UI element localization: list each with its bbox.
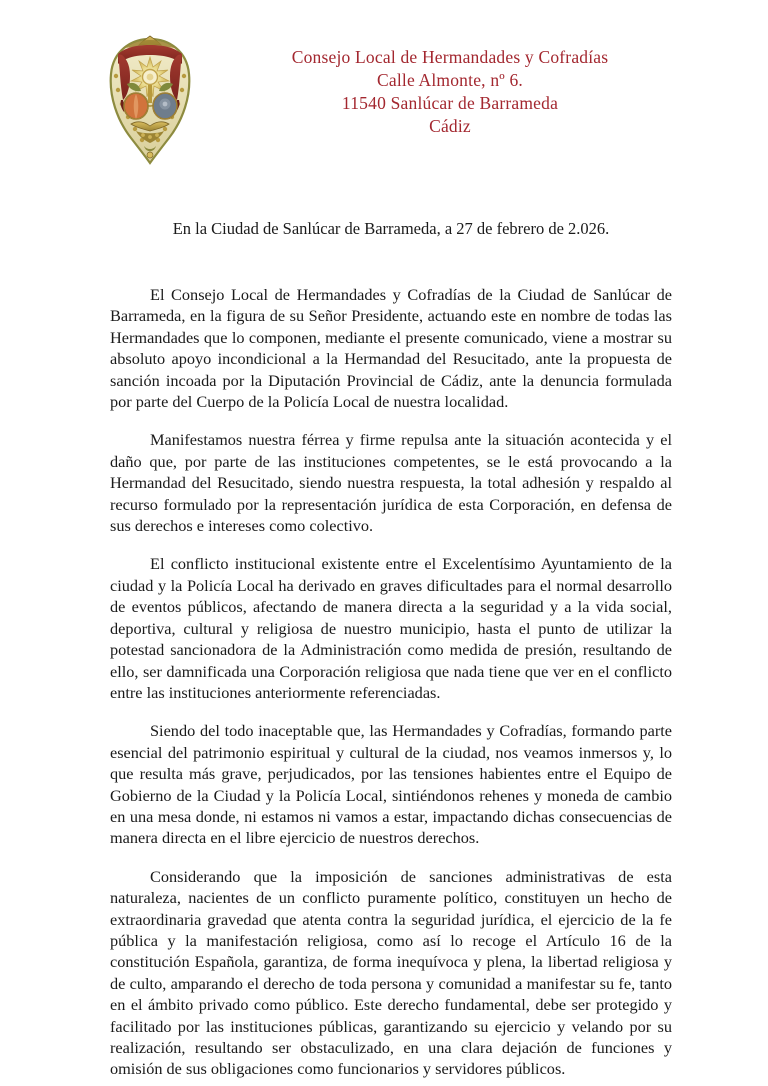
letterhead-postal-city: 11540 Sanlúcar de Barrameda <box>341 93 559 113</box>
letterhead-province: Cádiz <box>429 116 471 136</box>
body-paragraph: Manifestamos nuestra férrea y firme repulsa ante la situación acontecida y el daño que, por parte de las instituciones competentes, se le está provocando a la Hermandad del Resucitado, siendo nuestra respuesta, la total adhesión y respaldo al recurso formulado por la representación jurídica de esta Corporación, en defensa de sus derechos e intereses como colectivo. <box>110 430 672 536</box>
body-paragraph: Considerando que la imposición de sanciones administrativas de esta naturaleza, nacientes de un conflicto puramente político, constituyen un hecho de extraordinaria gravedad que atenta contra la seguridad jurídica, el ejercicio de la fe pública y la manifestación religiosa, como así lo recoge el Artículo 16 de la constitución Española, garantiza, de forma inequívoca y plena, la libertad religiosa y de culto, amparando el derecho de toda persona y comunidad a manifestar su fe, tanto en el ámbito privado como público. Este derecho fundamental, debe ser protegido y facilitado por las instituciones públicas, garantizando su ejercicio y velando por su realización, resultando ser obstaculizado, en una clara dejación de funciones y omisión de sus obligaciones como funcionarios y servidores públicos. <box>110 866 672 1079</box>
letterhead-street-address: Calle Almonte, nº 6. <box>376 70 523 90</box>
letterhead-organization-name: Consejo Local de Hermandades y Cofradías <box>291 47 609 67</box>
body-paragraph: El conflicto institucional existente entre el Excelentísimo Ayuntamiento de la ciudad y la Policía Local ha derivado en graves dificultades para el normal desarrollo de eventos públicos, afectando de manera directa a la seguridad y a la vida social, deportiva, cultural y religiosa de nuestro municipio, hasta el punto de utilizar la potestad sancionadora de la Administración como medida de presión, resultando de ello, ser damnificada una Corporación religiosa que nada tiene que ver en el conflicto entre las instituciones anteriormente referenciadas. <box>110 554 672 702</box>
letterhead <box>0 32 768 172</box>
hermandad-coat-of-arms-emblem <box>103 34 197 167</box>
body-paragraph: Siendo del todo inaceptable que, las Hermandades y Cofradías, formando parte esencial del patrimonio espiritual y cultural de la ciudad, nos veamos inmersos y, lo que resulta más grave, perjudicados, por las tensiones habientes entre el Equipo de Gobierno de la Ciudad y la Policía Local, sintiéndonos rehenes y moneda de cambio en una mesa donde, ni estamos ni vamos a estar, impactando dichas consecuencias de manera directa en el libre ejercicio de nuestros derechos. <box>110 721 672 848</box>
letterhead-address-block <box>210 46 690 138</box>
date-line: En la Ciudad de Sanlúcar de Barrameda, a 27 de febrero de 2.026. <box>172 219 610 238</box>
body-paragraph: El Consejo Local de Hermandades y Cofradías de la Ciudad de Sanlúcar de Barrameda, en la figura de su Señor Presidente, actuando este en nombre de todas las Hermandades que lo componen, mediante el presente comunicado, viene a mostrar su absoluto apoyo incondicional a la Hermandad del Resucitado, ante la propuesta de sanción incoada por la Diputación Provincial de Cádiz, ante la denuncia formulada por parte del Cuerpo de la Policía Local de nuestra localidad. <box>110 285 672 412</box>
letter-body <box>110 284 672 1080</box>
